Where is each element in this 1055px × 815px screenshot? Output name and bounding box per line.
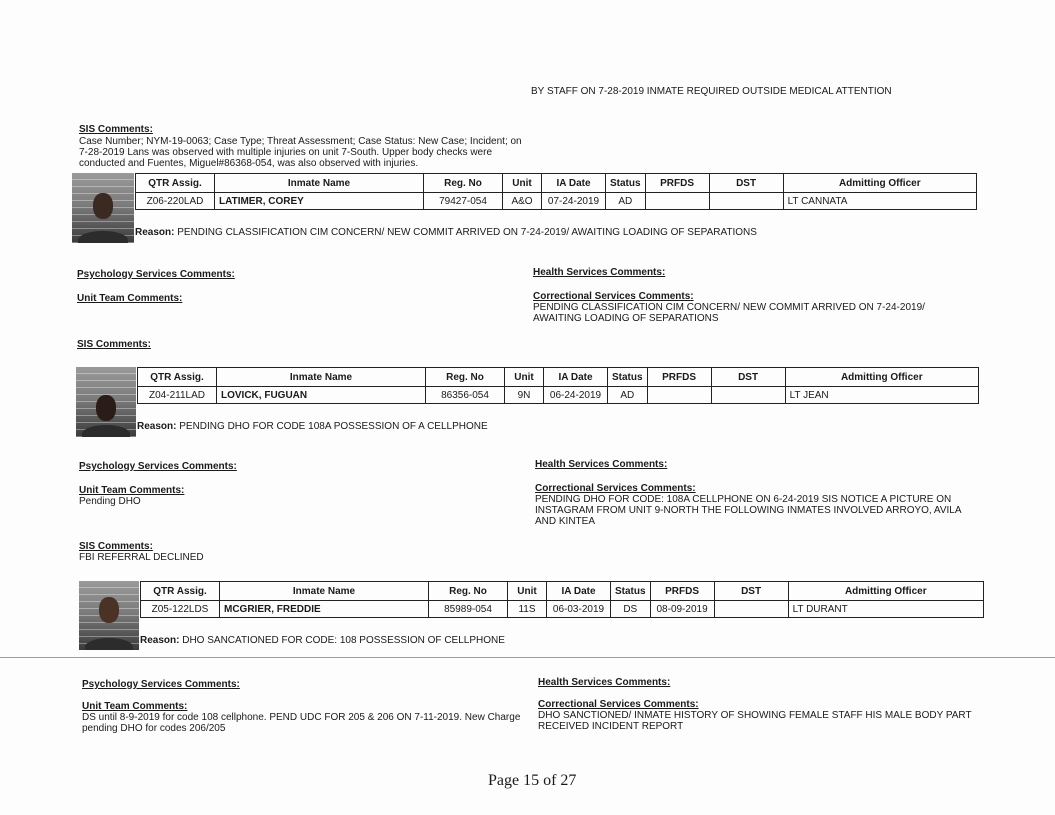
unit-team-line: pending DHO for codes 206/205 (82, 723, 226, 734)
correctional-line: DHO SANCTIONED/ INMATE HISTORY OF SHOWING FEMALE STAFF HIS MALE BODY PART (538, 710, 972, 721)
cell-officer: LT CANNATA (783, 193, 976, 210)
cell-reg: 79427-054 (424, 193, 503, 210)
reason (135, 227, 757, 238)
cell-dst (709, 193, 783, 210)
col-status: Status (608, 368, 648, 387)
col-unit: Unit (508, 582, 547, 601)
correctional-label: Correctional Services Comments: (535, 483, 696, 494)
inmate-record-table (140, 581, 984, 618)
unit-team-line: Pending DHO (79, 496, 141, 507)
correctional-text (538, 710, 972, 732)
cell-reg: 86356-054 (426, 387, 505, 404)
cell-status: AD (608, 387, 648, 404)
sis-comments-label: SIS Comments: (79, 541, 153, 552)
cell-dst (711, 387, 785, 404)
inmate-record-table (137, 367, 979, 404)
correctional-text (535, 494, 962, 527)
correctional-line: PENDING DHO FOR CODE: 108A CELLPHONE ON 6-24-2019 SIS NOTICE A PICTURE ON (535, 494, 952, 505)
col-qtr: QTR Assig. (141, 582, 220, 601)
reason-text: DHO SANCATIONED FOR CODE: 108 POSSESSION OF CELLPHONE (182, 635, 505, 646)
correctional-line: AWAITING LOADING OF SEPARATIONS (533, 313, 719, 324)
col-unit: Unit (505, 368, 544, 387)
cell-officer: LT JEAN (785, 387, 978, 404)
col-prfds: PRFDS (647, 368, 711, 387)
col-reg: Reg. No (429, 582, 508, 601)
col-prfds: PRFDS (650, 582, 714, 601)
table-header-row (141, 582, 984, 601)
unit-team-label: Unit Team Comments: (77, 293, 183, 304)
table-row (136, 193, 977, 210)
cell-qtr: Z05-122LDS (141, 601, 220, 618)
reason-label: Reason: (137, 421, 177, 432)
cell-ia-date: 06-24-2019 (544, 387, 608, 404)
inmate-photo (79, 581, 139, 650)
page-fold-line (0, 657, 1055, 658)
cell-prfds: 08-09-2019 (650, 601, 714, 618)
col-qtr: QTR Assig. (136, 174, 215, 193)
cell-prfds (645, 193, 709, 210)
correctional-label: Correctional Services Comments: (538, 699, 699, 710)
col-name: Inmate Name (215, 174, 424, 193)
col-reg: Reg. No (426, 368, 505, 387)
correctional-line: AND KINTEA (535, 516, 596, 527)
table-row (138, 387, 979, 404)
sis-comments-line: Case Number; NYM-19-0063; Case Type; Threat Assessment; Case Status: New Case; Incident; on (79, 136, 522, 147)
col-name: Inmate Name (220, 582, 429, 601)
cell-ia-date: 07-24-2019 (542, 193, 606, 210)
cell-unit: 9N (505, 387, 544, 404)
reason (137, 421, 488, 432)
correctional-label: Correctional Services Comments: (533, 291, 694, 302)
inmate-record-table (135, 173, 977, 210)
correctional-line: PENDING CLASSIFICATION CIM CONCERN/ NEW COMMIT ARRIVED ON 7-24-2019/ (533, 302, 925, 313)
sis-comments-line: FBI REFERRAL DECLINED (79, 552, 204, 563)
cell-name: LATIMER, COREY (215, 193, 424, 210)
top-note: BY STAFF ON 7-28-2019 INMATE REQUIRED OUTSIDE MEDICAL ATTENTION (531, 86, 892, 97)
sis-comments-line: conducted and Fuentes, Miguel#86368-054, was also observed with injuries. (79, 158, 419, 169)
psych-label: Psychology Services Comments: (82, 679, 240, 690)
col-status: Status (606, 174, 646, 193)
col-officer: Admitting Officer (785, 368, 978, 387)
col-status: Status (611, 582, 651, 601)
col-dst: DST (709, 174, 783, 193)
cell-unit: 11S (508, 601, 547, 618)
cell-qtr: Z04-211LAD (138, 387, 217, 404)
inmate-photo (76, 367, 136, 437)
col-name: Inmate Name (217, 368, 426, 387)
correctional-line: INSTAGRAM FROM UNIT 9-NORTH THE FOLLOWING INMATES INVOLVED ARROYO, AVILA (535, 505, 962, 516)
sis-comments-label: SIS Comments: (77, 339, 151, 350)
cell-status: DS (611, 601, 651, 618)
col-ia-date: IA Date (542, 174, 606, 193)
col-ia-date: IA Date (544, 368, 608, 387)
reason-label: Reason: (135, 227, 175, 238)
correctional-text (533, 302, 925, 324)
table-header-row (136, 174, 977, 193)
reason-text: PENDING DHO FOR CODE 108A POSSESSION OF A CELLPHONE (179, 421, 488, 432)
unit-team-label: Unit Team Comments: (82, 701, 188, 712)
cell-status: AD (606, 193, 646, 210)
unit-team-label: Unit Team Comments: (79, 485, 185, 496)
cell-qtr: Z06-220LAD (136, 193, 215, 210)
sis-comments-line: 7-28-2019 Lans was observed with multiple injuries on unit 7-South. Upper body checks were (79, 147, 493, 158)
cell-reg: 85989-054 (429, 601, 508, 618)
cell-unit: A&O (503, 193, 542, 210)
table-header-row (138, 368, 979, 387)
reason-label: Reason: (140, 635, 180, 646)
col-prfds: PRFDS (645, 174, 709, 193)
psych-label: Psychology Services Comments: (77, 269, 235, 280)
col-unit: Unit (503, 174, 542, 193)
unit-team-text (79, 496, 141, 507)
col-reg: Reg. No (424, 174, 503, 193)
cell-name: MCGRIER, FREDDIE (220, 601, 429, 618)
col-dst: DST (711, 368, 785, 387)
psych-label: Psychology Services Comments: (79, 461, 237, 472)
health-label: Health Services Comments: (535, 459, 668, 470)
col-dst: DST (714, 582, 788, 601)
col-officer: Admitting Officer (788, 582, 983, 601)
sis-comments-text (79, 136, 522, 169)
sis-comments-label: SIS Comments: (79, 124, 153, 135)
sis-comments-text (79, 552, 204, 563)
unit-team-text (82, 712, 520, 734)
col-officer: Admitting Officer (783, 174, 976, 193)
page-number: Page 15 of 27 (488, 772, 577, 789)
inmate-photo (72, 173, 134, 243)
cell-name: LOVICK, FUGUAN (217, 387, 426, 404)
health-label: Health Services Comments: (538, 677, 671, 688)
reason (140, 635, 505, 646)
cell-ia-date: 06-03-2019 (547, 601, 611, 618)
cell-prfds (647, 387, 711, 404)
cell-dst (714, 601, 788, 618)
health-label: Health Services Comments: (533, 267, 666, 278)
table-row (141, 601, 984, 618)
col-qtr: QTR Assig. (138, 368, 217, 387)
cell-officer: LT DURANT (788, 601, 983, 618)
correctional-line: RECEIVED INCIDENT REPORT (538, 721, 684, 732)
unit-team-line: DS until 8-9-2019 for code 108 cellphone. PEND UDC FOR 205 & 206 ON 7-11-2019. New Charge (82, 712, 521, 723)
col-ia-date: IA Date (547, 582, 611, 601)
reason-text: PENDING CLASSIFICATION CIM CONCERN/ NEW COMMIT ARRIVED ON 7-24-2019/ AWAITING LOADING OF SEPARATIONS (177, 227, 757, 238)
